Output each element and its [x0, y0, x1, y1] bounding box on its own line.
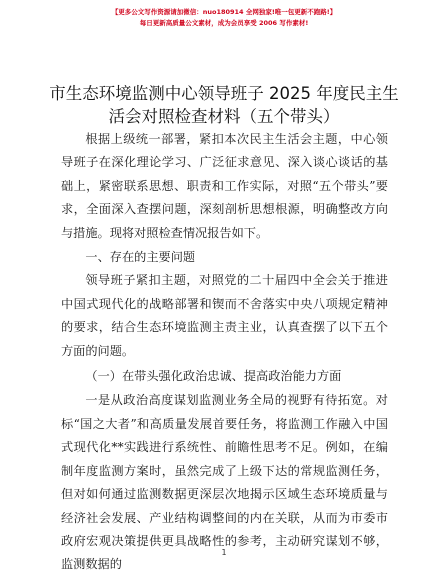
document-body	[61, 128, 388, 577]
section-heading: 一、存在的主要问题	[85, 250, 196, 265]
promo-banner	[0, 7, 448, 29]
section-intro-paragraph: 领导班子紧扣主题，对照党的二十届四中全会关于推进中国式现代化的战略部署和锲而不舍落实中央八项规定精神的要求，结合生态环境监测主责主业，认真查摆了以下五个方面的问题。	[61, 273, 388, 358]
subsection-heading: （一）在带头强化政治忠诚、提高政治能力方面	[85, 369, 342, 384]
document-title-line-2: 活会对照检查材料（五个带头）	[108, 107, 340, 126]
document-title-line-1: 市生态环境监测中心领导班子 2025 年度民主生	[49, 84, 399, 103]
promo-banner-line-1: 【更多公文写作资源请加微信：nuo180914 全网独家!唯一包更新不跑路!】	[111, 8, 337, 16]
promo-banner-line-2: 每日更新高质量公文素材，成为会员享受 2006 写作素材!	[139, 19, 309, 27]
document-title	[40, 82, 408, 128]
page-number: 1	[221, 548, 227, 557]
body-paragraph: 一是从政治高度谋划监测业务全局的视野有待拓宽。对标“国之大者”和高质量发展首要任务，将监测工作融入中国式现代化**实践进行系统性、前瞻性思考不足。例如，在编制年度监测方案时，虽然完成了上级下达的常规监测任务，但对如何通过监测数据更深层次地揭示区域生态环境质量与经济社会发展、产业结构调整间的内在关联，从而为市委市政府宏观决策提供更具战略性的参考，主动研究谋划不够，监测数据的	[61, 393, 388, 572]
intro-paragraph: 根据上级统一部署，紧扣本次民主生活会主题，中心领导班子在深化理论学习、广泛征求意见、深入谈心谈话的基础上，紧密联系思想、职责和工作实际，对照“五个带头”要求，全面深入查摆问题，深刻剖析思想根源，明确整改方向与措施。现将对照检查情况报告如下。	[61, 132, 388, 240]
